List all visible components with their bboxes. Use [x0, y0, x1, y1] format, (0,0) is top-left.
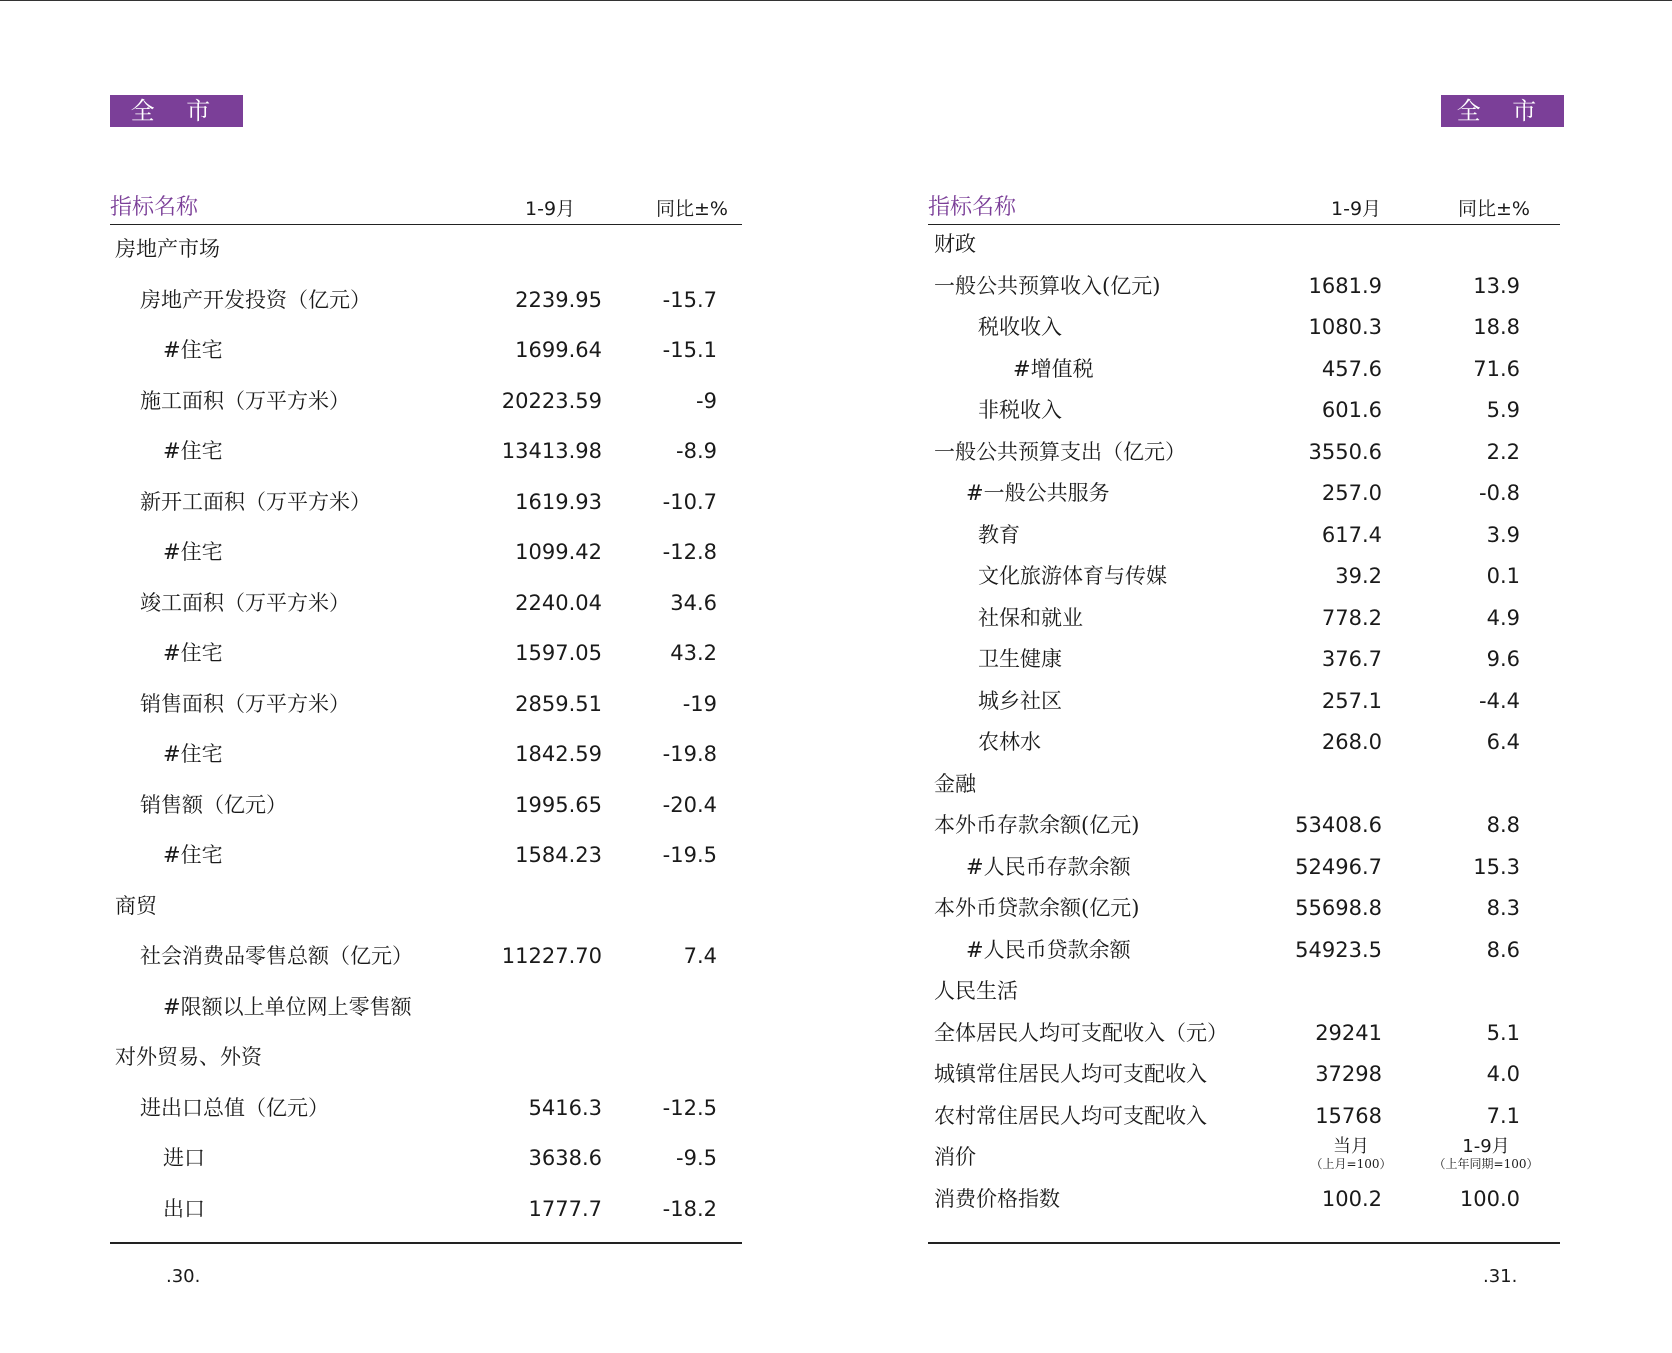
table-row: [928, 349, 1560, 391]
table-row: [928, 1179, 1560, 1221]
row-label: 消费价格指数: [934, 1186, 1060, 1211]
row-label: 农村常住居民人均可支配收入: [934, 1103, 1207, 1128]
value-period: 5416.3: [528, 1095, 602, 1120]
value-yoy: 0.1: [1486, 564, 1520, 588]
table-row: [928, 307, 1560, 349]
value-period: 1597.05: [515, 641, 602, 665]
row-label: 卫生健康: [978, 647, 1062, 671]
table-row: [110, 376, 742, 427]
section-heading-row: [110, 224, 742, 275]
value-yoy: -4.4: [1479, 688, 1520, 713]
table-row: [928, 847, 1560, 889]
row-label: 施工面积（万平方米）: [140, 388, 350, 413]
subheader-note: （上月=100）: [1310, 1157, 1392, 1171]
table-row: [110, 931, 742, 982]
table-row: [110, 477, 742, 528]
value-period: 20223.59: [501, 388, 602, 413]
value-yoy: -0.8: [1479, 481, 1520, 505]
row-label: 一般公共预算收入(亿元): [934, 273, 1161, 298]
table-header: [928, 190, 1560, 225]
value-yoy: -9.5: [676, 1146, 717, 1170]
value-yoy: 4.0: [1486, 1062, 1520, 1086]
table-bottom-rule: [110, 1242, 742, 1244]
header-yoy: 同比±%: [1458, 198, 1530, 220]
value-yoy: 2.2: [1486, 439, 1520, 464]
row-label: 新开工面积（万平方米）: [140, 489, 371, 514]
table-row: [928, 390, 1560, 432]
row-label: 房地产市场: [115, 237, 220, 261]
value-period: 100.2: [1321, 1186, 1382, 1211]
value-period: 1699.64: [515, 338, 602, 362]
header-indicator-name: 指标名称: [928, 195, 1017, 220]
page-number: .31.: [1483, 1266, 1518, 1287]
table-row: [928, 266, 1560, 308]
table-row: [110, 578, 742, 629]
row-label: 进出口总值（亿元）: [140, 1095, 329, 1120]
value-period: 257.0: [1321, 481, 1382, 505]
table-row: [110, 527, 742, 578]
value-period: 778.2: [1321, 605, 1382, 630]
table-row: [928, 681, 1560, 723]
row-label: 社会消费品零售总额（亿元）: [140, 944, 413, 968]
table-row: [928, 1054, 1560, 1096]
right-page: [928, 0, 1560, 1353]
table-row: [928, 1137, 1560, 1179]
table-row: [928, 722, 1560, 764]
value-yoy: -12.5: [662, 1095, 717, 1120]
value-yoy: -8.9: [676, 439, 717, 463]
value-yoy: -18.2: [662, 1196, 717, 1221]
value-yoy: -9: [696, 388, 717, 413]
value-yoy: 15.3: [1473, 854, 1520, 879]
value-yoy: 7.1: [1486, 1103, 1520, 1128]
value-yoy: 7.4: [683, 944, 717, 968]
value-period: 257.1: [1321, 688, 1382, 713]
row-label: 金融: [934, 771, 976, 796]
value-yoy: -15.7: [662, 287, 717, 312]
row-label: 人民生活: [934, 979, 1018, 1003]
value-yoy: -19: [682, 691, 717, 716]
row-label: 消价: [934, 1145, 976, 1169]
row-label: 非税收入: [978, 398, 1062, 422]
value-period: 3550.6: [1308, 439, 1382, 464]
table-row: [928, 1013, 1560, 1055]
value-period: 52496.7: [1295, 854, 1382, 879]
table-row: [110, 426, 742, 477]
value-yoy: 4.9: [1486, 605, 1520, 630]
row-label: #住宅: [163, 641, 223, 665]
value-yoy: -10.7: [662, 489, 717, 514]
value-period: 54923.5: [1295, 937, 1382, 962]
city-tag: 全 市: [110, 95, 243, 127]
table-row: [110, 628, 742, 679]
value-period: 15768: [1315, 1103, 1382, 1128]
city-tag: 全 市: [1441, 95, 1564, 127]
table-row: [928, 1096, 1560, 1138]
row-label: #住宅: [163, 439, 223, 463]
row-label: #人民币存款余额: [966, 854, 1131, 879]
header-yoy: 同比±%: [656, 198, 728, 220]
value-period: 1584.23: [515, 843, 602, 867]
value-period: 268.0: [1321, 730, 1382, 754]
row-label: 竣工面积（万平方米）: [140, 590, 350, 615]
table-row: [928, 473, 1560, 515]
row-label: 教育: [978, 522, 1020, 547]
section-heading-row: [928, 764, 1560, 806]
value-yoy: 13.9: [1473, 273, 1520, 298]
table-row: [110, 830, 742, 881]
value-yoy: 8.6: [1486, 937, 1520, 962]
row-label: 税收收入: [978, 315, 1062, 339]
table-row: [110, 325, 742, 376]
table-row: [110, 679, 742, 730]
value-period: 1995.65: [515, 792, 602, 817]
value-yoy: 8.8: [1486, 813, 1520, 837]
value-period: 39.2: [1335, 564, 1382, 588]
value-yoy: 8.3: [1486, 896, 1520, 920]
row-label: 对外贸易、外资: [115, 1045, 262, 1069]
row-label: 文化旅游体育与传媒: [978, 564, 1167, 588]
subheader-text: 1-9月: [1462, 1136, 1510, 1157]
value-yoy: -12.8: [662, 540, 717, 564]
value-yoy: 71.6: [1473, 356, 1520, 381]
table-row: [928, 888, 1560, 930]
value-yoy: 18.8: [1473, 315, 1520, 339]
value-period: 617.4: [1321, 522, 1382, 547]
row-label: 全体居民人均可支配收入（元）: [934, 1020, 1228, 1045]
page-number: .30.: [166, 1266, 201, 1287]
row-label: #人民币贷款余额: [966, 937, 1131, 962]
value-period: 13413.98: [501, 439, 602, 463]
value-period: 1080.3: [1308, 315, 1382, 339]
row-label: 城镇常住居民人均可支配收入: [934, 1062, 1207, 1086]
row-label: 销售额（亿元）: [140, 792, 287, 817]
column-subheader-ytd: [1426, 1137, 1546, 1171]
value-yoy: -19.8: [662, 742, 717, 766]
row-label: 进口: [163, 1146, 205, 1170]
row-label: #限额以上单位网上零售额: [163, 994, 412, 1019]
row-label: 商贸: [115, 893, 157, 918]
value-period: 29241: [1315, 1020, 1382, 1045]
value-period: 1777.7: [528, 1196, 602, 1221]
value-yoy: 9.6: [1486, 647, 1520, 671]
table-row: [928, 432, 1560, 474]
value-yoy: 3.9: [1486, 522, 1520, 547]
table-row: [110, 1133, 742, 1184]
table-row: [928, 598, 1560, 640]
column-subheader-month: [1301, 1137, 1401, 1171]
row-label: 城乡社区: [978, 688, 1062, 713]
row-label: 出口: [163, 1196, 205, 1221]
table-row: [928, 515, 1560, 557]
row-label: 房地产开发投资（亿元）: [140, 287, 371, 312]
header-indicator-name: 指标名称: [110, 195, 199, 220]
value-period: 53408.6: [1295, 813, 1382, 837]
value-period: 37298: [1315, 1062, 1382, 1086]
subheader-note: （上年同期=100）: [1433, 1157, 1539, 1171]
value-period: 601.6: [1321, 398, 1382, 422]
table-header: [110, 190, 742, 225]
header-period: 1-9月: [1331, 198, 1382, 220]
row-label: 社保和就业: [978, 605, 1083, 630]
table-row: [110, 1083, 742, 1134]
value-yoy: 43.2: [670, 641, 717, 665]
value-period: 1619.93: [515, 489, 602, 514]
value-period: 1681.9: [1308, 273, 1382, 298]
table-bottom-rule: [928, 1242, 1560, 1244]
subheader-text: 当月: [1333, 1136, 1369, 1157]
value-yoy: 6.4: [1486, 730, 1520, 754]
table-row: [110, 1184, 742, 1235]
row-label: #住宅: [163, 540, 223, 564]
row-label: 本外币存款余额(亿元): [934, 813, 1140, 837]
value-period: 11227.70: [501, 944, 602, 968]
section-heading-row: [110, 1032, 742, 1083]
row-label: #住宅: [163, 338, 223, 362]
table-row: [110, 275, 742, 326]
row-label: 一般公共预算支出（亿元）: [934, 439, 1186, 464]
value-yoy: 5.9: [1486, 398, 1520, 422]
table-row: [110, 729, 742, 780]
value-period: 2240.04: [515, 590, 602, 615]
row-label: #一般公共服务: [966, 481, 1110, 505]
left-page: [110, 0, 742, 1353]
table-row: [110, 982, 742, 1033]
value-yoy: 5.1: [1486, 1020, 1520, 1045]
table-row: [928, 639, 1560, 681]
value-period: 376.7: [1321, 647, 1382, 671]
value-yoy: -15.1: [662, 338, 717, 362]
row-label: #增值税: [1013, 356, 1094, 381]
value-period: 55698.8: [1295, 896, 1382, 920]
row-label: #住宅: [163, 843, 223, 867]
value-period: 2859.51: [515, 691, 602, 716]
value-period: 1099.42: [515, 540, 602, 564]
value-yoy: 34.6: [670, 590, 717, 615]
header-period: 1-9月: [525, 198, 576, 220]
value-period: 3638.6: [528, 1146, 602, 1170]
row-label: 财政: [934, 232, 976, 256]
value-yoy: -20.4: [662, 792, 717, 817]
table-row: [110, 780, 742, 831]
value-yoy: 100.0: [1459, 1186, 1520, 1211]
table-row: [928, 556, 1560, 598]
table-row: [928, 805, 1560, 847]
indicator-table: [928, 224, 1560, 1220]
section-heading-row: [928, 224, 1560, 266]
section-heading-row: [928, 971, 1560, 1013]
value-period: 2239.95: [515, 287, 602, 312]
section-heading-row: [110, 881, 742, 932]
value-period: 457.6: [1321, 356, 1382, 381]
row-label: 农林水: [978, 730, 1041, 754]
indicator-table: [110, 224, 742, 1234]
value-yoy: -19.5: [662, 843, 717, 867]
row-label: 销售面积（万平方米）: [140, 691, 350, 716]
row-label: 本外币贷款余额(亿元): [934, 896, 1140, 920]
row-label: #住宅: [163, 742, 223, 766]
table-row: [928, 930, 1560, 972]
value-period: 1842.59: [515, 742, 602, 766]
